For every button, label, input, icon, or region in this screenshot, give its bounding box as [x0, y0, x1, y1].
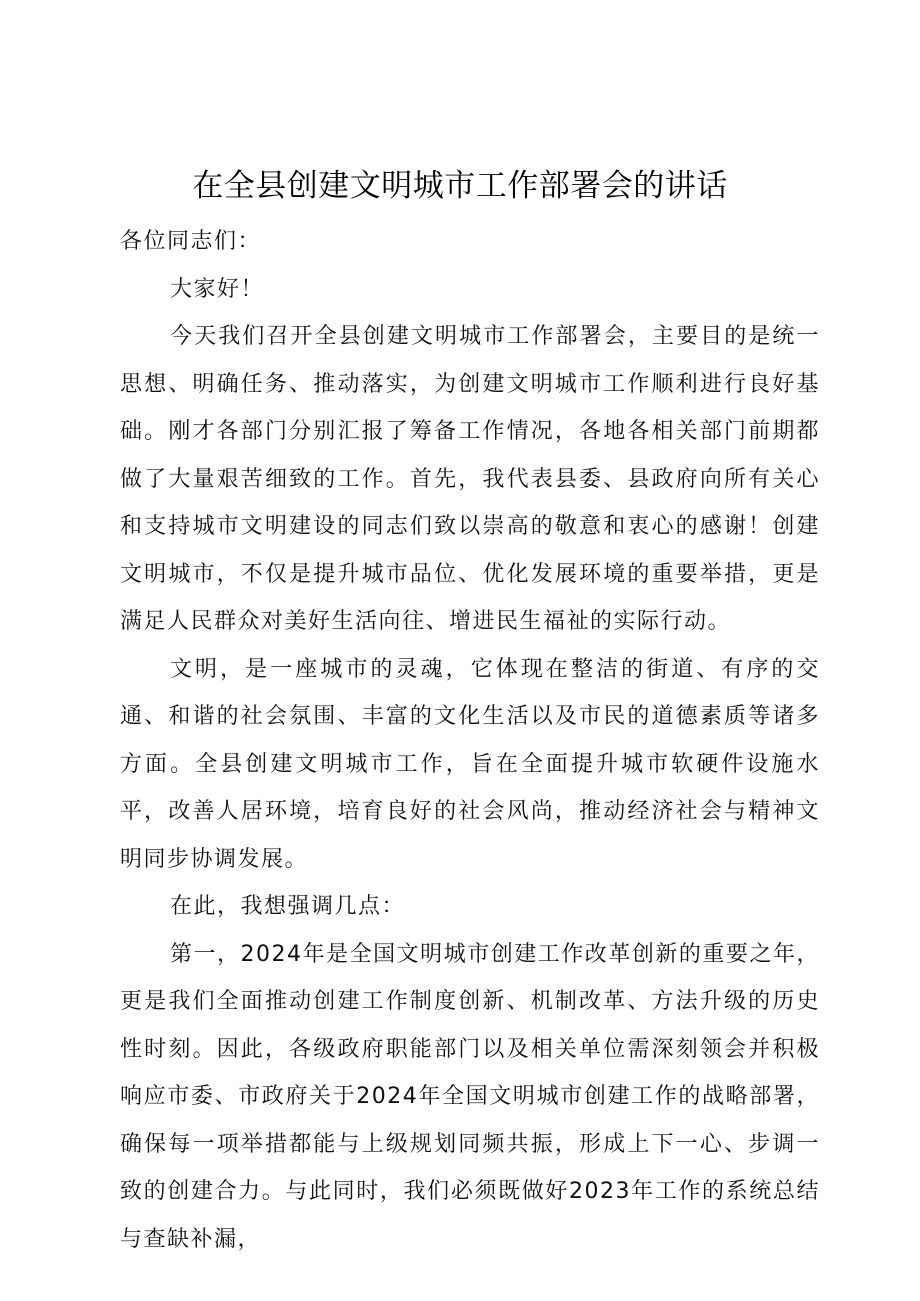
document-title: 在全县创建文明城市工作部署会的讲话: [192, 168, 728, 204]
document-body: [120, 218, 820, 1263]
paragraph-civilization: 文明，是一座城市的灵魂，它体现在整洁的街道、有序的交通、和谐的社会氛围、丰富的文化生活以及市民的道德素质等诸多方面。全县创建文明城市工作，旨在全面提升城市软硬件设施水平，改善人居环境，培育良好的社会风尚，推动经济社会与精神文明同步协调发展。: [120, 656, 820, 872]
greeting: 大家好！: [170, 276, 265, 302]
paragraph-intro: 今天我们召开全县创建文明城市工作部署会，主要目的是统一思想、明确任务、推动落实，为创建文明城市工作顺利进行良好基础。刚才各部门分别汇报了筹备工作情况，各地各相关部门前期都做了大量艰苦细致的工作。首先，我代表县委、县政府向所有关心和支持城市文明建设的同志们致以崇高的敬意和衷心的感谢！创建文明城市，不仅是提升城市品位、优化发展环境的重要举措，更是满足人民群众对美好生活向往、增进民生福祉的实际行动。: [120, 324, 820, 634]
paragraph-emphasis: 在此，我想强调几点：: [170, 894, 406, 919]
salutation: 各位同志们：: [120, 229, 262, 254]
paragraph-point-one: 第一，2024年是全国文明城市创建工作改革创新的重要之年，更是我们全面推动创建工作制度创新、机制改革、方法升级的历史性时刻。因此，各级政府职能部门以及相关单位需深刻领会并积极响应市委、市政府关于2024年全国文明城市创建工作的战略部署，确保每一项举措都能与上级规划同频共振，形成上下一心、步调一致的创建合力。与此同时，我们必须既做好2023年工作的系统总结与查缺补漏，: [120, 941, 820, 1252]
